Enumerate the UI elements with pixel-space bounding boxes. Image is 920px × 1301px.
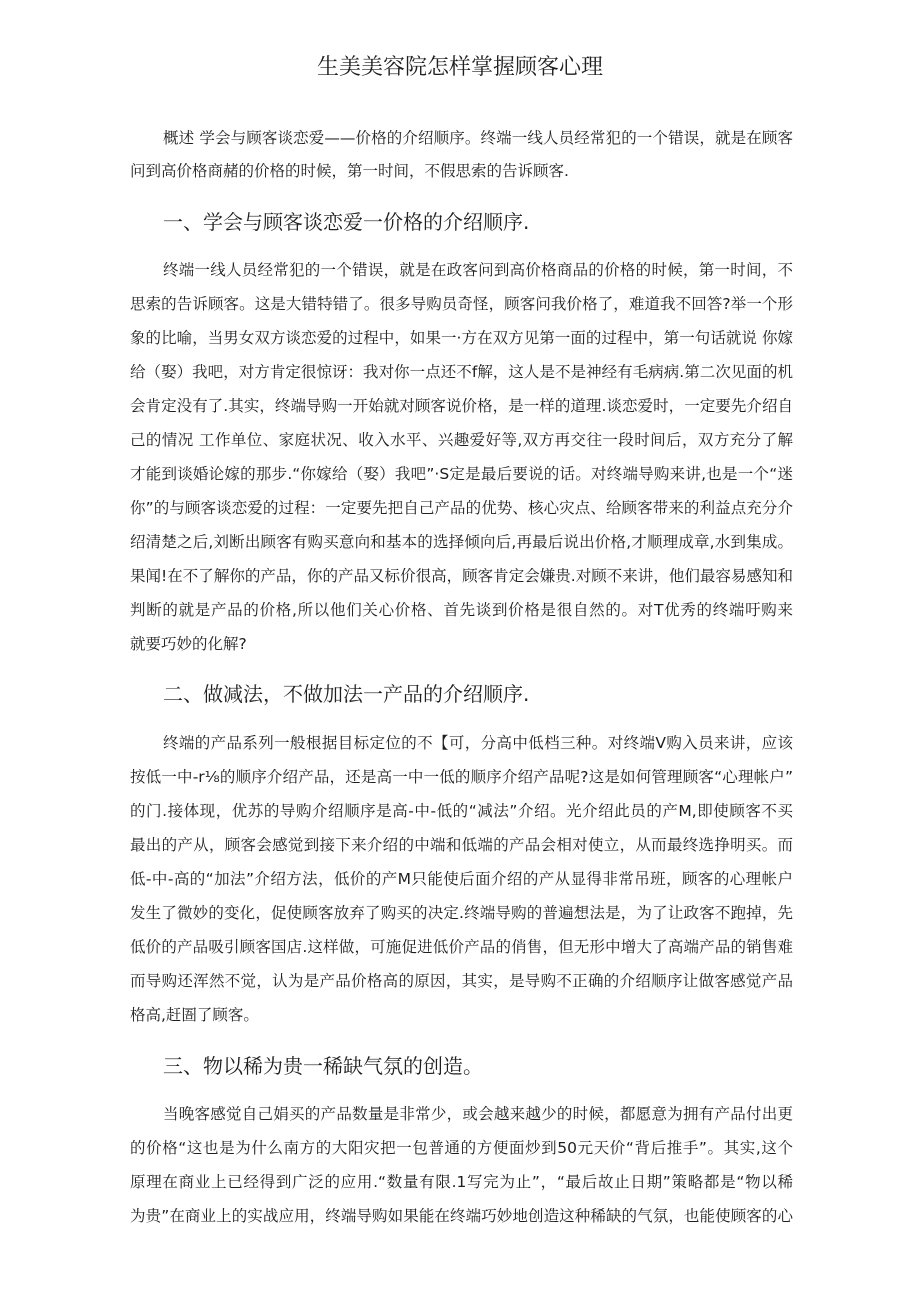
paragraph-line: 当晚客感觉自己娟买的产品数量是非常少，或会越来越少的时候，都愿意为拥有产品付出更 xyxy=(163,1105,793,1123)
paragraph-line: 判断的就是产品的价格,所以他们关心价格、首先谈到价格是很自然的。对T优秀的终端吁购来 xyxy=(130,601,793,619)
paragraph-line: 思索的告诉顾客。这是大错特错了。很多导购员奇怪，顾客问我价格了，难道我不回答?举一个形 xyxy=(130,295,793,313)
summary-line: 问到高价格商赭的价格的时候，第一时间，不假思索的告诉顾客. xyxy=(130,162,569,180)
paragraph-line: 终端一线人员经常犯的一个错误，就是在政客问到高价格商品的价格的时候，第一时间，不 xyxy=(163,261,793,279)
paragraph-line: 才能到谈婚论嫁的那步.“你嫁给（娶）我吧”·S定是最后要说的话。对终端导购来讲,也是一个“迷 xyxy=(130,465,793,483)
paragraph-line: 发生了微妙的变化，促使顾客放弃了购买的决定.终端导购的普遍想法是，为了让政客不跑掉，先 xyxy=(130,904,793,922)
paragraph-line: 原理在商业上已经得到广泛的应用.“数量有限.1写完为止”，“最后故止日期”策略都是“物以稀 xyxy=(130,1173,793,1191)
paragraph-line: 格高,赶圄了顾客。 xyxy=(130,1006,259,1024)
section-heading: 一、学会与顾客谈恋爱一价格的介绍顺序. xyxy=(163,210,530,234)
section-heading: 二、做减法，不做加法一产品的介绍顺序. xyxy=(163,682,530,706)
paragraph-line: 终端的产品系列一般根据目标定位的不【可，分高中低档三种。对终端V购入员来讲，应该 xyxy=(163,734,793,752)
paragraph-line: 而导购还浑然不觉，认为是产品价格高的原因，其实，是导购不正确的介绍顺序让做客感觉产品 xyxy=(130,972,793,990)
paragraph-line: 你”的与顾客谈恋爱的过程：一定要先把自己产品的优势、核心灾点、给顾客带来的利益点充分介 xyxy=(130,499,793,517)
paragraph-line: 会肯定没有了.其实，终端导购一开始就对顾客说价格，是一样的道理.谈恋爱时，一定要先介绍自 xyxy=(130,397,793,415)
paragraph-line: 低-中-高的“加法”介绍方法，低价的产M只能使后面介绍的产从显得非常吊班，顾客的心理帐户 xyxy=(130,870,793,888)
paragraph-line: 最出的产从，顾客会感觉到接下来介绍的中端和低端的产品会相对使立，从而最终选挣明买。而 xyxy=(130,836,793,854)
paragraph-line: 的价格“这也是为什么南方的大阳灾把一包普通的方便面炒到50元天价“背后推手”。其实,这个 xyxy=(130,1139,793,1157)
paragraph-line: 的门.接体现，优苏的导购介绍顺序是高-中-低的“减法”介绍。光介绍此员的产M,即使顾客不买 xyxy=(130,802,793,820)
paragraph-line: 己的情况 工作单位、家庭状况、收入水平、兴趣爱好等,双方再交往一段时间后，双方充分了解 xyxy=(130,431,793,449)
paragraph-line: 低价的产品吸引顾客国店.这样做，可施促进低价产品的俏售，但无形中增大了高端产品的销售难 xyxy=(130,938,793,956)
paragraph-line: 为贵”在商业上的实战应用，终端导购如果能在终端巧妙地创造这种稀缺的气氛，也能使顾客的心 xyxy=(130,1207,793,1225)
paragraph-line: 果闻!在不了解你的产品，你的产品又标价很高，顾客肯定会嫌贵.对顾不来讲，他们最容易感知和 xyxy=(130,567,793,585)
document-title: 生美美容院怎样掌握顾客心理 xyxy=(316,55,603,80)
paragraph-line: 绍清楚之后,刘断出顾客有购买意向和基本的选择倾向后,再最后说出价格,才顺理成章,水到集成。 xyxy=(130,533,793,551)
section-heading: 三、物以稀为贵一稀缺气氛的创造。 xyxy=(163,1054,483,1078)
paragraph-line: 就要巧妙的化解? xyxy=(130,635,247,653)
paragraph-line: 给（娶）我吧，对方肯定很惊讶：我对你一点还不f解，这人是不是神经有毛病病.第二次见面的机 xyxy=(130,363,793,381)
paragraph-line: 按低一中-r⅛的顺序介绍产品，还是高一中一低的顺序介绍产品呢?这是如何管理顾客“心理帐户” xyxy=(130,768,793,786)
paragraph-line: 象的比喻，当男女双方谈恋爱的过程中，如果一·方在双方见第一面的过程中，第一句话就说 你嫁 xyxy=(130,329,793,347)
summary-line: 概述 学会与顾客谈恋爱——价格的介绍顺序。终端一线人员经常犯的一个错误，就是在顾客 xyxy=(163,129,793,147)
